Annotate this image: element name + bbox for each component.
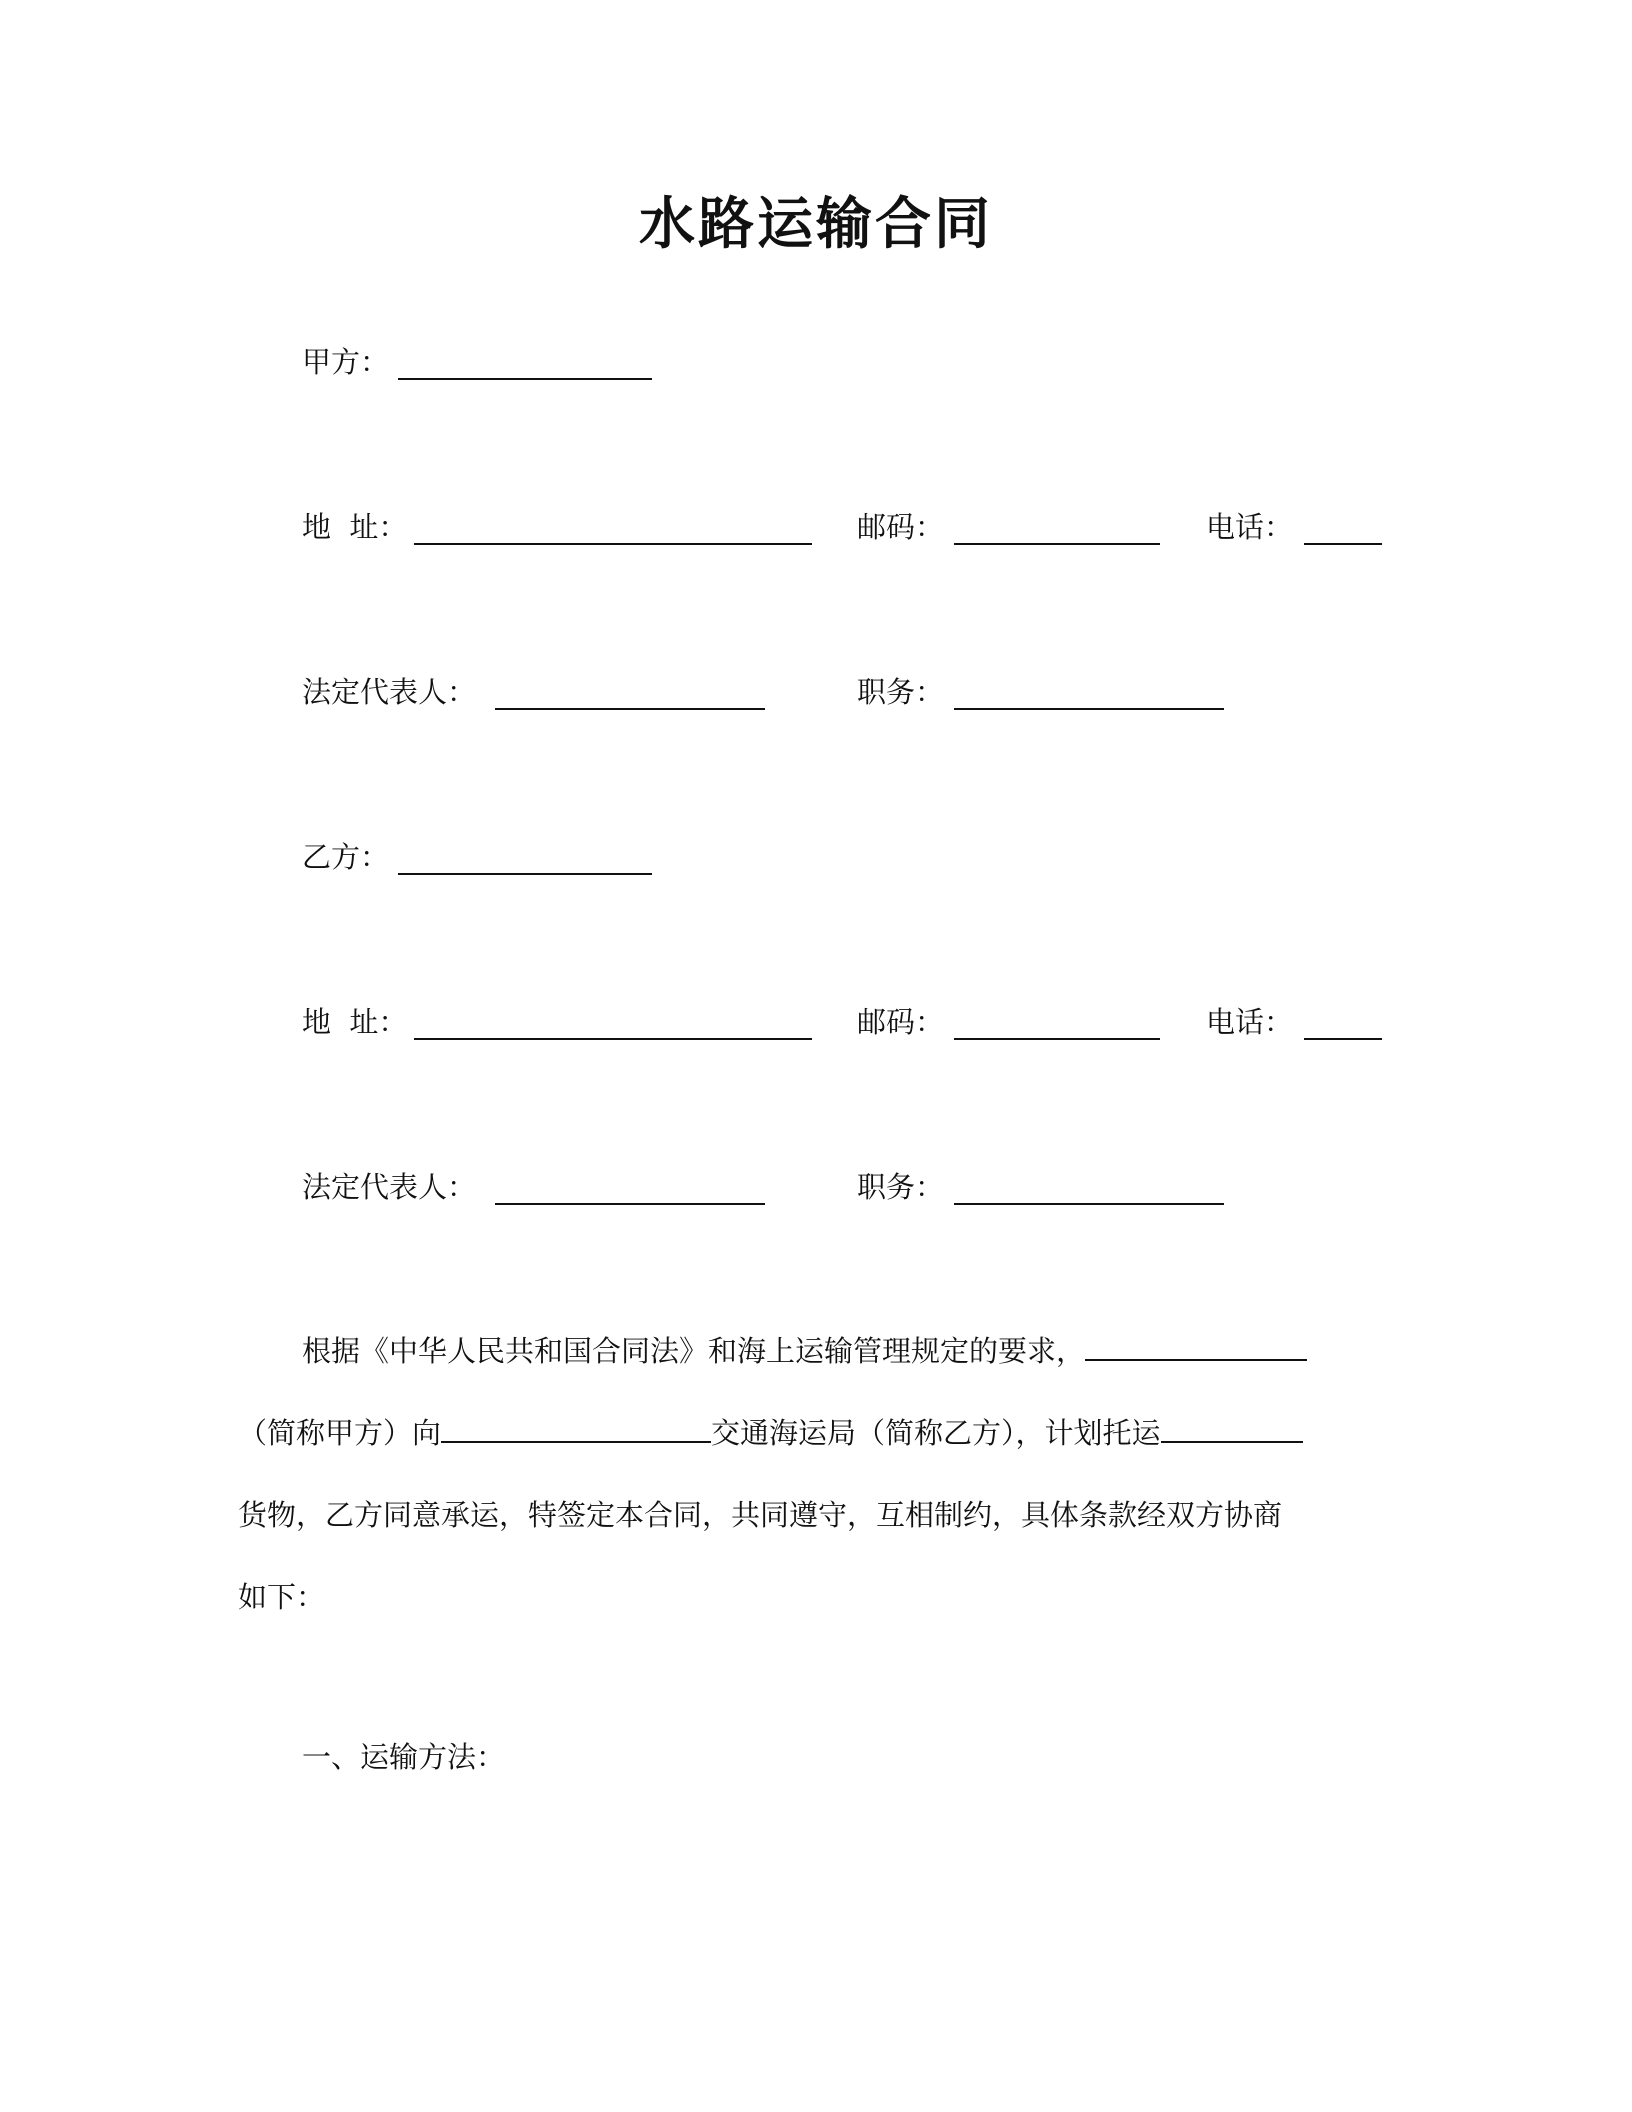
party-b-postcode-label: 邮码： xyxy=(857,1005,945,1039)
party-a-row xyxy=(302,340,702,384)
party-b-address-label: 地 址： xyxy=(302,1005,408,1039)
party-b-address-row xyxy=(302,1000,1382,1044)
party-b-legal-rep-blank[interactable] xyxy=(495,1203,765,1205)
party-a-postcode-blank[interactable] xyxy=(954,543,1160,545)
preamble-paragraph xyxy=(238,1310,1383,1650)
party-b-phone-label: 电话： xyxy=(1206,1005,1294,1039)
preamble-shipper-blank[interactable] xyxy=(1085,1358,1307,1361)
preamble-line-2-part-1: （简称甲方）向 xyxy=(238,1416,442,1450)
party-a-legal-rep-blank[interactable] xyxy=(495,708,765,710)
document-title: 水路运输合同 xyxy=(639,192,993,257)
preamble-line-4 xyxy=(238,1556,325,1638)
preamble-line-1 xyxy=(302,1310,1307,1392)
party-b-label: 乙方： xyxy=(302,840,390,874)
party-b-blank[interactable] xyxy=(398,873,652,875)
party-b-phone-blank[interactable] xyxy=(1304,1038,1382,1040)
party-b-address-blank[interactable] xyxy=(414,1038,812,1040)
party-b-position-blank[interactable] xyxy=(954,1203,1224,1205)
party-a-position-label: 职务： xyxy=(857,675,945,709)
preamble-line-4-text: 如下： xyxy=(238,1580,326,1614)
party-b-row xyxy=(302,835,702,879)
preamble-carrier-blank[interactable] xyxy=(441,1440,711,1443)
preamble-line-1-text: 根据《中华人民共和国合同法》和海上运输管理规定的要求， xyxy=(302,1334,1086,1368)
party-a-address-blank[interactable] xyxy=(414,543,812,545)
party-a-postcode-label: 邮码： xyxy=(857,510,945,544)
party-a-phone-label: 电话： xyxy=(1206,510,1294,544)
party-a-rep-row xyxy=(302,670,1302,714)
party-b-position-label: 职务： xyxy=(857,1170,945,1204)
preamble-line-3 xyxy=(238,1474,1282,1556)
section-1-heading: 一、运输方法： xyxy=(302,1740,506,1774)
party-a-address-row xyxy=(302,505,1382,549)
preamble-line-2-part-2: 交通海运局（简称乙方），计划托运 xyxy=(711,1416,1161,1450)
preamble-line-2 xyxy=(238,1392,1303,1474)
party-b-postcode-blank[interactable] xyxy=(954,1038,1160,1040)
party-a-address-label: 地 址： xyxy=(302,510,408,544)
party-b-rep-row xyxy=(302,1165,1302,1209)
preamble-line-3-text: 货物，乙方同意承运，特签定本合同，共同遵守，互相制约，具体条款经双方协商 xyxy=(238,1498,1283,1532)
party-b-legal-rep-label: 法定代表人： xyxy=(302,1170,477,1204)
party-a-blank[interactable] xyxy=(398,378,652,380)
party-a-position-blank[interactable] xyxy=(954,708,1224,710)
party-a-legal-rep-label: 法定代表人： xyxy=(302,675,477,709)
party-a-label: 甲方： xyxy=(302,345,390,379)
preamble-cargo-blank[interactable] xyxy=(1161,1440,1303,1443)
party-a-phone-blank[interactable] xyxy=(1304,543,1382,545)
